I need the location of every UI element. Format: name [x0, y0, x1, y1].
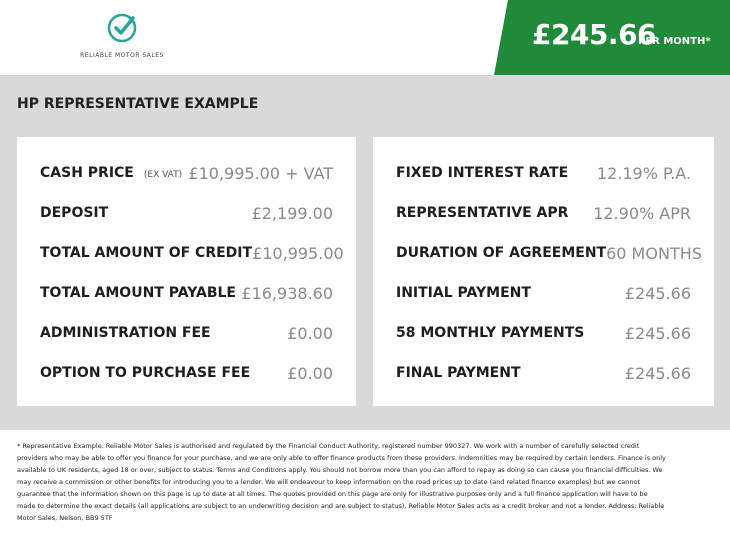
- row-initial-payment: [396, 283, 691, 303]
- row-label: ADMINISTRATION FEE: [40, 325, 211, 341]
- row-value: £10,995.00 + VAT: [188, 163, 333, 183]
- finance-panel-left: [17, 137, 356, 406]
- row-label: FIXED INTEREST RATE: [396, 165, 569, 181]
- row-deposit: [40, 203, 333, 223]
- banner-slant-shape: [494, 0, 510, 75]
- header: [0, 0, 730, 75]
- row-value: 60 MONTHS: [606, 243, 702, 263]
- row-interest-rate: [396, 163, 691, 183]
- row-label: 58 MONTHLY PAYMENTS: [396, 325, 585, 341]
- monthly-price-amount: £245.66: [532, 18, 657, 51]
- row-label: TOTAL AMOUNT PAYABLE: [40, 285, 236, 301]
- row-value: £245.66: [624, 323, 691, 343]
- monthly-price-label: PER MONTH*: [638, 36, 711, 47]
- row-value: £0.00: [287, 363, 333, 383]
- logo[interactable]: [72, 12, 172, 64]
- row-value: £245.66: [624, 363, 691, 383]
- row-label: INITIAL PAYMENT: [396, 285, 531, 301]
- row-label: CASH PRICE (EX VAT): [40, 165, 183, 181]
- row-cash-price: [40, 163, 333, 183]
- finance-panel-right: [373, 137, 714, 406]
- row-duration: [396, 243, 702, 263]
- row-label: TOTAL AMOUNT OF CREDIT: [40, 245, 253, 261]
- row-label: OPTION TO PURCHASE FEE: [40, 365, 251, 381]
- finance-disclaimer: * Representative Example. Reliable Motor Sales is authorised and regulated by the Financial Conduct Authority, registered number 990327. We work with a number of carefully selected credit providers who may be able to offer you finance for your purchase, and we are only able to offer finance products from these providers. Indemnities may be required by certain lenders. Finance is only available to UK residents, aged 18 or over, subject to status. Terms and Conditions apply. You should not borrow more than you can afford to repay as doing so can cause you financial difficulties. We may receive a commission or other benefits for introducing you to a lender. We will endeavour to keep information on the road prices up to date (and related finance examples) but we cannot guarantee that the information shown on this page is up to date at all times. The quotes provided on this page are only for illustrative purposes only and a full finance application will have to be made to determine the exact details (all applications are subject to an underwriting decision and are subject to status). Reliable Motor Sales acts as a credit broker and not a lender. Address: Reliable Motor Sales, Nelson, BB9 5TF: [17, 442, 666, 522]
- logo-text: RELIABLE MOTOR SALES: [80, 52, 164, 59]
- row-admin-fee: [40, 323, 333, 343]
- row-total-credit: [40, 243, 344, 263]
- row-label: DURATION OF AGREEMENT: [396, 245, 607, 261]
- checkmark-logo-icon: [106, 12, 138, 44]
- row-sublabel: (EX VAT): [143, 170, 183, 180]
- row-value: £2,199.00: [251, 203, 333, 223]
- row-option-fee: [40, 363, 333, 383]
- row-label: FINAL PAYMENT: [396, 365, 521, 381]
- row-value: £0.00: [287, 323, 333, 343]
- row-final-payment: [396, 363, 691, 383]
- row-value: £16,938.60: [241, 283, 333, 303]
- row-value: 12.90% APR: [593, 203, 691, 223]
- monthly-price-banner: [508, 0, 730, 75]
- row-label: DEPOSIT: [40, 205, 109, 221]
- row-label: REPRESENTATIVE APR: [396, 205, 569, 221]
- row-monthly-payments: [396, 323, 691, 343]
- row-value: 12.19% P.A.: [596, 163, 691, 183]
- row-total-payable: [40, 283, 333, 303]
- row-apr: [396, 203, 691, 223]
- section-title: HP REPRESENTATIVE EXAMPLE: [17, 96, 259, 112]
- row-value: £10,995.00: [252, 243, 344, 263]
- row-value: £245.66: [624, 283, 691, 303]
